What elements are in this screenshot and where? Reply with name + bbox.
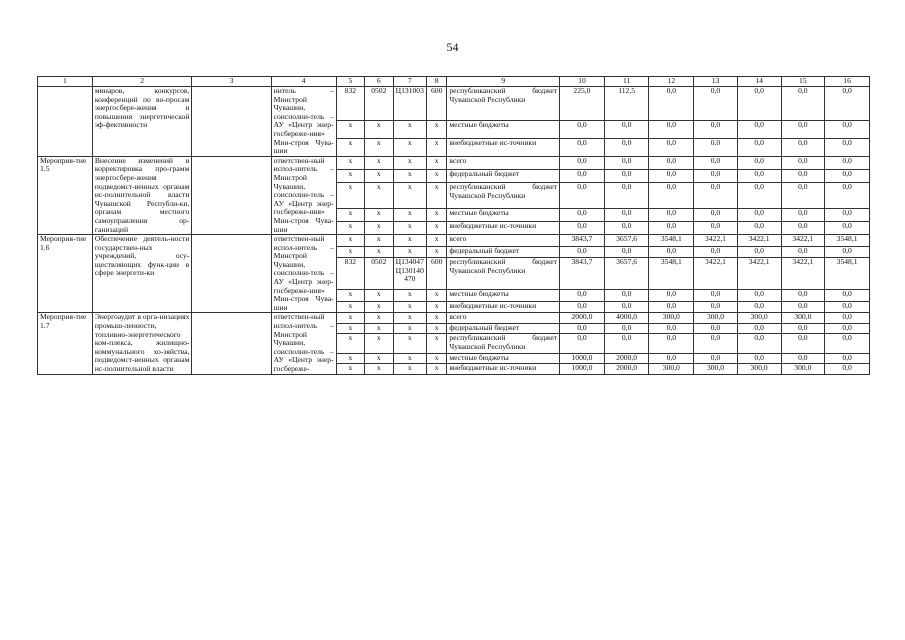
funding-source-cell: местные бюджеты (447, 353, 560, 363)
amount-cell: 0,0 (694, 138, 738, 156)
amount-cell: 2000,0 (604, 364, 649, 374)
amount-cell: 0,0 (649, 138, 694, 156)
amount-cell: 0,0 (560, 290, 605, 302)
event-name-cell: Внесение изменений и корректировка про-грамм энергосбере-жения подведомст-венных органам ис-полнительной власти Чувашской Республи-ки, органам местного самоуправления ор-ганизаций (92, 156, 192, 234)
amount-cell: 0,0 (604, 334, 649, 354)
code-cell: x (365, 353, 393, 363)
amount-cell: 0,0 (825, 246, 870, 258)
funding-source-cell: республиканский бюджет Чувашской Республики (447, 87, 560, 121)
amount-cell: 0,0 (737, 221, 781, 234)
funding-source-cell: внебюджетные ис-точники (447, 301, 560, 313)
funding-source-cell: местные бюджеты (447, 120, 560, 138)
funding-source-cell: внебюджетные ис-точники (447, 364, 560, 374)
amount-cell: 0,0 (737, 120, 781, 138)
amount-cell: 0,0 (825, 183, 870, 208)
code-cell: x (336, 170, 364, 183)
amount-cell: 0,0 (825, 313, 870, 323)
amount-cell: 0,0 (560, 183, 605, 208)
column-number-header: 10 (560, 77, 605, 87)
amount-cell: 0,0 (737, 353, 781, 363)
code-cell: x (365, 323, 393, 333)
code-cell: x (393, 221, 427, 234)
code-cell: x (393, 301, 427, 313)
amount-cell: 0,0 (737, 183, 781, 208)
amount-cell: 1000,0 (560, 364, 605, 374)
amount-cell: 0,0 (781, 138, 825, 156)
code-cell: x (393, 208, 427, 221)
amount-cell: 0,0 (560, 246, 605, 258)
amount-cell: 0,0 (737, 138, 781, 156)
code-cell: x (427, 156, 447, 169)
amount-cell: 300,0 (781, 313, 825, 323)
code-cell: 600 (427, 87, 447, 121)
funding-source-cell: республиканский бюджет Чувашской Республики (447, 334, 560, 354)
code-cell: x (336, 221, 364, 234)
amount-cell: 0,0 (825, 353, 870, 363)
table-row (38, 313, 870, 323)
amount-cell: 3843,7 (560, 258, 605, 290)
amount-cell: 0,0 (781, 221, 825, 234)
amount-cell: 0,0 (781, 170, 825, 183)
code-cell: x (365, 156, 393, 169)
column-3-cell (192, 313, 271, 374)
amount-cell: 0,0 (781, 290, 825, 302)
amount-cell: 0,0 (694, 120, 738, 138)
amount-cell: 0,0 (825, 301, 870, 313)
column-number-header: 5 (336, 77, 364, 87)
code-cell: x (427, 235, 447, 247)
amount-cell: 0,0 (694, 87, 738, 121)
amount-cell: 0,0 (825, 87, 870, 121)
code-cell: x (365, 208, 393, 221)
amount-cell: 0,0 (825, 290, 870, 302)
code-cell: x (365, 301, 393, 313)
amount-cell: 0,0 (604, 290, 649, 302)
amount-cell: 4000,0 (604, 313, 649, 323)
amount-cell: 0,0 (825, 221, 870, 234)
code-cell: x (393, 120, 427, 138)
amount-cell: 0,0 (694, 301, 738, 313)
amount-cell: 0,0 (604, 120, 649, 138)
amount-cell: 0,0 (781, 334, 825, 354)
amount-cell: 0,0 (604, 301, 649, 313)
amount-cell: 0,0 (649, 290, 694, 302)
amount-cell: 0,0 (825, 323, 870, 333)
code-cell: x (393, 313, 427, 323)
amount-cell: 0,0 (560, 170, 605, 183)
code-cell: x (393, 170, 427, 183)
code-cell: x (365, 183, 393, 208)
code-cell: x (427, 313, 447, 323)
code-cell: x (365, 364, 393, 374)
column-number-header: 8 (427, 77, 447, 87)
amount-cell: 0,0 (694, 221, 738, 234)
amount-cell: 0,0 (737, 301, 781, 313)
amount-cell: 3548,1 (649, 258, 694, 290)
funding-source-cell: местные бюджеты (447, 290, 560, 302)
amount-cell: 0,0 (560, 334, 605, 354)
code-cell: x (336, 120, 364, 138)
code-cell: 832 (336, 258, 364, 290)
column-number-header: 12 (649, 77, 694, 87)
code-cell: x (427, 353, 447, 363)
amount-cell: 0,0 (649, 170, 694, 183)
event-cell: Мероприя-тие 1.5 (38, 156, 93, 234)
table-row (38, 156, 870, 169)
code-cell: x (393, 235, 427, 247)
funding-source-cell: федеральный бюджет (447, 246, 560, 258)
amount-cell: 0,0 (560, 208, 605, 221)
page-number: 54 (446, 40, 459, 54)
amount-cell: 0,0 (694, 323, 738, 333)
amount-cell: 0,0 (825, 170, 870, 183)
table-row (38, 87, 870, 121)
event-cell: Мероприя-тие 1.7 (38, 313, 93, 374)
amount-cell: 0,0 (781, 208, 825, 221)
code-cell: x (336, 334, 364, 354)
code-cell: x (427, 323, 447, 333)
amount-cell: 3843,7 (560, 235, 605, 247)
amount-cell: 300,0 (649, 313, 694, 323)
code-cell: x (427, 364, 447, 374)
event-cell: Мероприя-тие 1.6 (38, 235, 93, 313)
code-cell: x (427, 120, 447, 138)
code-cell: x (427, 208, 447, 221)
event-name-cell: Обеспечение деятель-ности государствен-ных учреждений, осу-ществляющих функ-ции в сфере энергети-ки (92, 235, 192, 313)
amount-cell: 0,0 (604, 183, 649, 208)
code-cell: x (365, 313, 393, 323)
amount-cell: 0,0 (560, 301, 605, 313)
code-cell: x (393, 323, 427, 333)
amount-cell: 0,0 (649, 301, 694, 313)
amount-cell: 0,0 (825, 138, 870, 156)
column-number-header: 4 (271, 77, 336, 87)
event-name-cell: минаров, конкурсов, конференций по во-просам энергосбере-жения и повышения энергетической эф-фективности (92, 87, 192, 157)
code-cell: x (393, 156, 427, 169)
amount-cell: 0,0 (604, 156, 649, 169)
amount-cell: 0,0 (825, 156, 870, 169)
amount-cell: 2000,0 (604, 353, 649, 363)
code-cell: x (427, 221, 447, 234)
amount-cell: 3548,1 (825, 235, 870, 247)
amount-cell: 0,0 (604, 221, 649, 234)
code-cell: x (393, 246, 427, 258)
amount-cell: 0,0 (737, 208, 781, 221)
amount-cell: 112,5 (604, 87, 649, 121)
amount-cell: 300,0 (781, 364, 825, 374)
participant-cell: ответствен-ный испол-нитель – Минстрой Чувашии, соисполни-тель – АУ «Центр энер-госбереже-ния» Мин-строя Чува-шии (271, 235, 336, 313)
amount-cell: 300,0 (694, 364, 738, 374)
amount-cell: 3548,1 (825, 258, 870, 290)
code-cell: x (365, 170, 393, 183)
amount-cell: 0,0 (737, 170, 781, 183)
amount-cell: 0,0 (781, 353, 825, 363)
column-number-header: 11 (604, 77, 649, 87)
funding-source-cell: местные бюджеты (447, 208, 560, 221)
amount-cell: 0,0 (737, 334, 781, 354)
amount-cell: 0,0 (604, 138, 649, 156)
code-cell: x (427, 290, 447, 302)
column-number-header: 3 (192, 77, 271, 87)
amount-cell: 3422,1 (737, 258, 781, 290)
amount-cell: 0,0 (604, 246, 649, 258)
funding-source-cell: республиканский бюджет Чувашской Республики (447, 258, 560, 290)
amount-cell: 3422,1 (781, 235, 825, 247)
code-cell: x (427, 170, 447, 183)
code-cell: x (365, 290, 393, 302)
column-number-header: 6 (365, 77, 393, 87)
participant-cell: ответствен-ный испол-нитель – Минстрой Чувашии, соисполни-тель – АУ «Центр энер-госбереже-ния» Мин-строя Чува-шии (271, 156, 336, 234)
amount-cell: 3657,6 (604, 258, 649, 290)
code-cell: 600 (427, 258, 447, 290)
code-cell: x (336, 246, 364, 258)
funding-source-cell: республиканский бюджет Чувашской Республики (447, 183, 560, 208)
amount-cell: 3548,1 (649, 235, 694, 247)
amount-cell: 0,0 (825, 120, 870, 138)
amount-cell: 0,0 (604, 208, 649, 221)
amount-cell: 0,0 (781, 87, 825, 121)
code-cell: x (336, 138, 364, 156)
code-cell: x (336, 156, 364, 169)
column-number-header: 7 (393, 77, 427, 87)
amount-cell: 0,0 (781, 246, 825, 258)
funding-source-cell: всего (447, 313, 560, 323)
amount-cell: 0,0 (825, 364, 870, 374)
code-cell: 832 (336, 87, 364, 121)
amount-cell: 0,0 (560, 156, 605, 169)
amount-cell: 0,0 (649, 221, 694, 234)
funding-source-cell: федеральный бюджет (447, 323, 560, 333)
event-name-cell: Энергоаудит в орга-низациях промыш-ленности, топливно-энергетического ком-плекса, жилищно-коммунального хо-зяйства, подведомст-венных органам ис-полнительной власти (92, 313, 192, 374)
code-cell: x (336, 235, 364, 247)
amount-cell: 225,0 (560, 87, 605, 121)
column-number-header: 16 (825, 77, 870, 87)
amount-cell: 0,0 (560, 138, 605, 156)
amount-cell: 0,0 (649, 208, 694, 221)
code-cell: x (393, 183, 427, 208)
amount-cell: 0,0 (781, 183, 825, 208)
amount-cell: 0,0 (737, 156, 781, 169)
amount-cell: 0,0 (694, 156, 738, 169)
funding-source-cell: внебюджетные ис-точники (447, 138, 560, 156)
event-cell (38, 87, 93, 157)
amount-cell: 0,0 (649, 156, 694, 169)
amount-cell: 0,0 (694, 290, 738, 302)
amount-cell: 1000,0 (560, 353, 605, 363)
code-cell: x (365, 246, 393, 258)
amount-cell: 0,0 (737, 290, 781, 302)
code-cell: x (427, 301, 447, 313)
funding-source-cell: федеральный бюджет (447, 170, 560, 183)
amount-cell: 3657,6 (604, 235, 649, 247)
amount-cell: 0,0 (649, 183, 694, 208)
code-cell: x (365, 120, 393, 138)
column-3-cell (192, 87, 271, 157)
funding-source-cell: всего (447, 156, 560, 169)
code-cell: Ц134047 Ц130140 470 (393, 258, 427, 290)
amount-cell: 0,0 (781, 323, 825, 333)
amount-cell: 0,0 (781, 301, 825, 313)
amount-cell: 0,0 (694, 246, 738, 258)
code-cell: 0502 (365, 87, 393, 121)
code-cell: x (336, 301, 364, 313)
code-cell: x (393, 138, 427, 156)
code-cell: x (427, 138, 447, 156)
column-number-header: 1 (38, 77, 93, 87)
amount-cell: 0,0 (694, 208, 738, 221)
code-cell: x (336, 364, 364, 374)
table-row (38, 235, 870, 247)
code-cell: x (336, 313, 364, 323)
column-number-header: 9 (447, 77, 560, 87)
amount-cell: 300,0 (737, 313, 781, 323)
column-3-cell (192, 235, 271, 313)
funding-source-cell: всего (447, 235, 560, 247)
amount-cell: 0,0 (694, 334, 738, 354)
amount-cell: 0,0 (560, 120, 605, 138)
amount-cell: 0,0 (649, 246, 694, 258)
code-cell: x (336, 183, 364, 208)
code-cell: 0502 (365, 258, 393, 290)
amount-cell: 3422,1 (694, 235, 738, 247)
code-cell: x (365, 138, 393, 156)
code-cell: x (336, 208, 364, 221)
code-cell: x (365, 221, 393, 234)
amount-cell: 0,0 (649, 334, 694, 354)
participant-cell: ответствен-ный испол-нитель – Минстрой Чувашии, соисполни-тель – АУ «Центр энер-госбереже- (271, 313, 336, 374)
code-cell: Ц131003 (393, 87, 427, 121)
amount-cell: 0,0 (649, 87, 694, 121)
code-cell: x (393, 353, 427, 363)
amount-cell: 0,0 (560, 323, 605, 333)
column-number-header: 13 (694, 77, 738, 87)
amount-cell: 3422,1 (781, 258, 825, 290)
amount-cell: 2000,0 (560, 313, 605, 323)
code-cell: x (336, 290, 364, 302)
amount-cell: 300,0 (649, 364, 694, 374)
column-3-cell (192, 156, 271, 234)
amount-cell: 0,0 (781, 120, 825, 138)
amount-cell: 0,0 (649, 323, 694, 333)
amount-cell: 0,0 (694, 170, 738, 183)
code-cell: x (336, 323, 364, 333)
amount-cell: 300,0 (737, 364, 781, 374)
code-cell: x (427, 183, 447, 208)
amount-cell: 0,0 (649, 353, 694, 363)
amount-cell: 0,0 (825, 334, 870, 354)
code-cell: x (427, 334, 447, 354)
amount-cell: 0,0 (604, 323, 649, 333)
amount-cell: 3422,1 (737, 235, 781, 247)
header-row (38, 77, 870, 87)
column-number-header: 2 (92, 77, 192, 87)
code-cell: x (365, 334, 393, 354)
amount-cell: 0,0 (694, 183, 738, 208)
amount-cell: 0,0 (737, 323, 781, 333)
funding-source-cell: внебюджетные ис-точники (447, 221, 560, 234)
budget-table (37, 76, 870, 375)
code-cell: x (336, 353, 364, 363)
code-cell: x (393, 364, 427, 374)
amount-cell: 0,0 (781, 156, 825, 169)
amount-cell: 0,0 (649, 120, 694, 138)
amount-cell: 0,0 (604, 170, 649, 183)
amount-cell: 0,0 (825, 208, 870, 221)
column-number-header: 15 (781, 77, 825, 87)
amount-cell: 300,0 (694, 313, 738, 323)
code-cell: x (427, 246, 447, 258)
code-cell: x (365, 235, 393, 247)
amount-cell: 0,0 (694, 353, 738, 363)
column-number-header: 14 (737, 77, 781, 87)
amount-cell: 0,0 (737, 246, 781, 258)
participant-cell: нитель – Минстрой Чувашии, соисполни-тель – АУ «Центр энер-госбереже-ния» Мин-строя Чува-шии (271, 87, 336, 157)
code-cell: x (393, 334, 427, 354)
code-cell: x (393, 290, 427, 302)
amount-cell: 0,0 (737, 87, 781, 121)
amount-cell: 3422,1 (694, 258, 738, 290)
amount-cell: 0,0 (560, 221, 605, 234)
